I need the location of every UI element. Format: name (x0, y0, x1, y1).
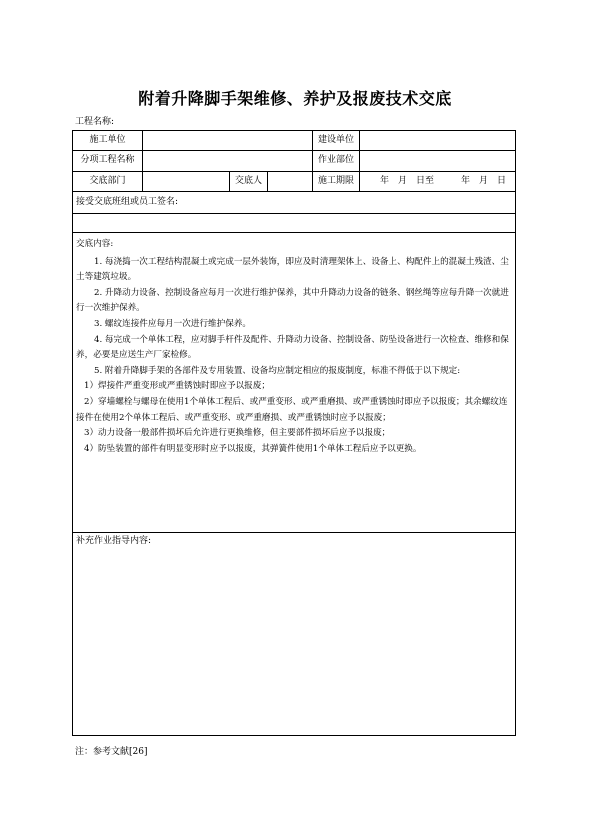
content-item-5: 5. 附着升降脚手架的各部件及专用装置、设备均应制定相应的报废制度，标准不得低于以下规定: (94, 365, 461, 376)
content-item-4: 4. 每完成一个单体工程，应对脚手杆件及配件、升降动力设备、控制设备、防坠设备进行一次检查、维修和保养，必要是应送生产厂家检修。 (76, 334, 509, 361)
content-item-2: 2. 升降动力设备、控制设备应每月一次进行维护保养，其中升降动力设备的链条、钢丝绳等应每升降一次就进行一次维护保养。 (76, 287, 509, 314)
construction-unit-field[interactable] (143, 131, 313, 151)
content-subitem-2: 2）穿墙螺栓与螺母在使用1个单体工程后、或严重变形、或严重磨损、或严重锈蚀时即应予以报废；其余螺纹连接件在使用2个单体工程后、或严重变形、或严重磨损、或严重锈蚀时应予以报废； (76, 396, 508, 423)
construction-unit-label: 施工单位 (73, 131, 143, 151)
signature-field[interactable] (73, 214, 516, 233)
form-row-subproject (73, 151, 516, 172)
signature-label: 接受交底班组或员工签名: (73, 192, 516, 214)
briefer-field[interactable] (268, 172, 313, 192)
project-name-label: 工程名称: (75, 117, 115, 127)
subproject-name-label: 分项工程名称 (73, 151, 143, 172)
builder-unit-field[interactable] (360, 131, 516, 151)
form-row-supplement (73, 533, 516, 736)
subproject-name-field[interactable] (143, 151, 313, 172)
form-row-signature-space (73, 214, 516, 233)
form-row-signature (73, 192, 516, 214)
briefing-form-table (72, 130, 516, 736)
form-row-dept (73, 172, 516, 192)
document-title: 附着升降脚手架维修、养护及报废技术交底 (138, 89, 452, 108)
construction-period-label: 施工期限 (313, 172, 360, 192)
supplement-label: 补充作业指导内容: (76, 536, 152, 546)
work-location-field[interactable] (360, 151, 516, 172)
form-row-content (73, 233, 516, 533)
content-subitem-1: 1）焊接件严重变形或严重锈蚀时即应予以报废； (84, 381, 270, 392)
briefing-dept-label: 交底部门 (73, 172, 143, 192)
content-subitem-3: 3）动力设备一般部件损坏后允许进行更换维修，但主要部件损坏后应予以报废； (84, 428, 391, 439)
briefing-dept-field[interactable] (143, 172, 230, 192)
supplement-cell[interactable] (73, 533, 516, 736)
construction-period-field[interactable]: 年 月 日至 年 月 日 (360, 172, 516, 192)
work-location-label: 作业部位 (313, 151, 360, 172)
content-subitem-4: 4）防坠装置的部件有明显变形时应予以报废，其弹簧件使用1个单体工程后应予以更换。 (84, 443, 422, 454)
form-row-units (73, 131, 516, 151)
content-item-1: 1. 每浇捣一次工程结构混凝土或完成一层外装饰，即应及时清理架体上、设备上、构配件上的混凝土残渣、尘土等建筑垃圾。 (76, 256, 509, 283)
content-item-3: 3. 螺纹连接件应每月一次进行维护保养。 (94, 318, 252, 329)
builder-unit-label: 建设单位 (313, 131, 360, 151)
reference-note: 注：参考文献[26] (75, 747, 148, 757)
briefing-content-cell (73, 233, 516, 533)
content-heading: 交底内容: (76, 239, 114, 249)
briefer-label: 交底人 (230, 172, 268, 192)
